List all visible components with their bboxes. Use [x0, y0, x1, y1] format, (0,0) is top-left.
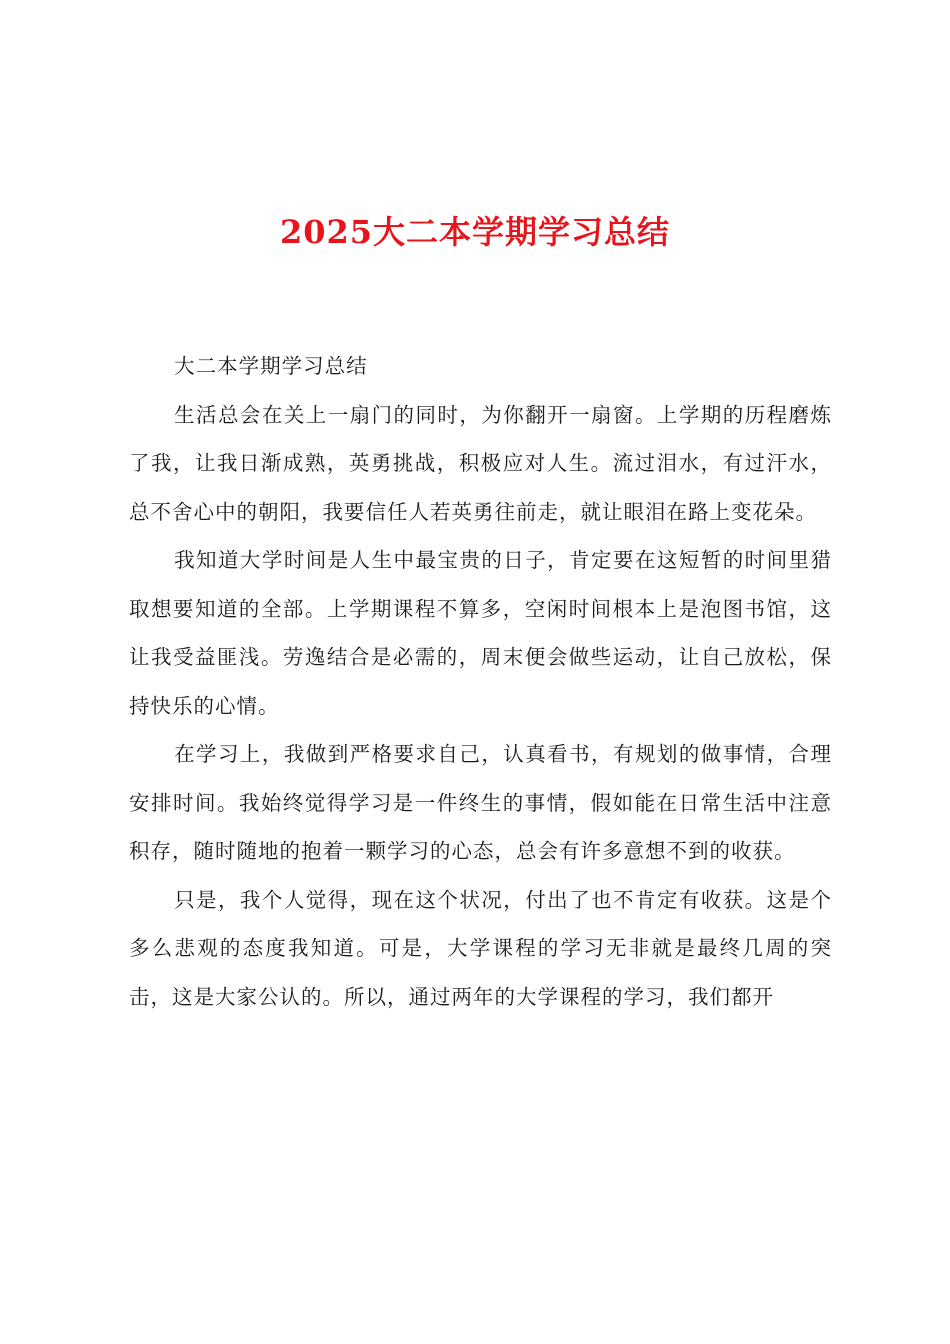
document-title: 2025大二本学期学习总结 [279, 213, 671, 251]
paragraph: 在学习上，我做到严格要求自己，认真看书，有规划的做事情，合理安排时间。我始终觉得学习是一件终生的事情，假如能在日常生活中注意积存，随时随地的抱着一颗学习的心态，总会有许多意想不到的收获。 [129, 742, 832, 863]
paragraph: 只是，我个人觉得，现在这个状况，付出了也不肯定有收获。这是个多么悲观的态度我知道。可是，大学课程的学习无非就是最终几周的突击，这是大家公认的。所以，通过两年的大学课程的学习，我们都开 [129, 887, 832, 1009]
paragraph: 生活总会在关上一扇门的同时，为你翻开一扇窗。上学期的历程磨炼了我，让我日渐成熟，英勇挑战，积极应对人生。流过泪水，有过汗水，总不舍心中的朝阳，我要信任人若英勇往前走，就让眼泪在路上变花朵。 [129, 402, 832, 524]
paragraph: 我知道大学时间是人生中最宝贵的日子，肯定要在这短暂的时间里猎取想要知道的全部。上学期课程不算多，空闲时间根本上是泡图书馆，这让我受益匪浅。劳逸结合是必需的，周末便会做些运动，让自己放松，保持快乐的心情。 [129, 548, 832, 718]
paragraph-subtitle: 大二本学期学习总结 [174, 354, 368, 378]
document-body [129, 342, 832, 1021]
